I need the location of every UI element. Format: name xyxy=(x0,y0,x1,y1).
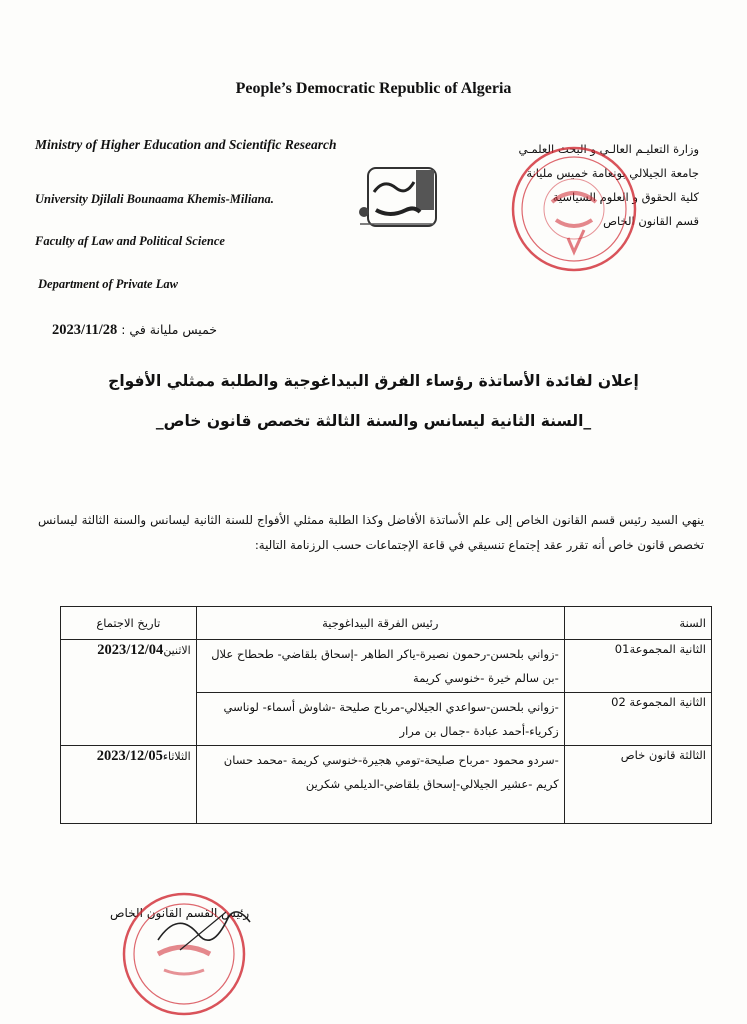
university-stamp-icon xyxy=(508,142,640,276)
ministry-en: Ministry of Higher Education and Scientific Research xyxy=(35,137,337,152)
header-meeting-date: تاريخ الاجتماع xyxy=(61,607,197,640)
issue-date: 2023/11/28 xyxy=(52,322,118,338)
table-row xyxy=(61,746,712,824)
department-ar: قسم القانون الخاص xyxy=(603,214,699,228)
row-meeting-date xyxy=(61,640,197,746)
row-meeting-date xyxy=(61,746,197,824)
meeting-date: 2023/12/04 xyxy=(97,642,164,658)
university-logo xyxy=(354,162,446,234)
meeting-day: الثلاثاء xyxy=(162,750,191,763)
announcement-title: إعلان لفائدة الأساتذة رؤساء الفرق البيداغوجية والطلبة ممثلي الأفواج xyxy=(108,372,639,390)
row-team-head: -زواني بلحسن-سواعدي الجيلالي-مرباح صليحة -شاوش أسماء- لوناسي زكرياء-أحمد عبادة -جمال بن مرار xyxy=(196,693,564,746)
row-year: الثانية المجموعة 02 xyxy=(564,693,711,746)
meeting-day: الاثنين xyxy=(163,644,191,657)
department-en: Department of Private Law xyxy=(38,277,178,291)
university-ar: جامعة الجيلالي بونعامة خميس مليانة xyxy=(526,166,699,180)
faculty-ar: كلية الحقوق و العلوم السياسية xyxy=(552,190,699,204)
meeting-date: 2023/12/05 xyxy=(96,748,163,764)
row-year: الثالثة قانون خاص xyxy=(564,746,711,824)
row-year: الثانية المجموعة01 xyxy=(564,640,711,693)
date-line xyxy=(52,322,217,339)
row-team-head: -سردو محمود -مرباح صليحة-تومي هجيرة-خنوسي كريمة -محمد حسان كريم -عشير الجيلالي-إسحاق بلقاضي-الديلمي شكرين xyxy=(196,746,564,824)
table-row xyxy=(61,640,712,693)
handwritten-signature-icon xyxy=(150,900,260,960)
university-en: University Djilali Bounaama Khemis-Miliana. xyxy=(35,192,274,206)
signature-title: رئيس القسم القانون الخاص xyxy=(110,906,250,920)
row-team-head: -زواني بلحسن-رحمون نصيرة-ياكر الطاهر -إسحاق بلقاضي- طحطاح علال -بن سالم خيرة -خنوسي كريمة xyxy=(196,640,564,693)
table-header-row xyxy=(61,607,712,640)
schedule-table xyxy=(60,606,712,824)
announcement-subtitle: _السنة الثانية ليسانس والسنة الثالثة تخصص قانون خاص_ xyxy=(155,412,592,430)
header-year: السنة xyxy=(564,607,711,640)
ministry-ar: وزارة التعليـم العالـي و البحث العلمـي xyxy=(518,142,699,156)
faculty-en: Faculty af Law and Political Science xyxy=(35,234,225,248)
country-name: People’s Democratic Republic of Algeria xyxy=(235,80,512,97)
date-label: خميس مليانة في : xyxy=(121,322,218,337)
announcement-body: ينهي السيد رئيس قسم القانون الخاص إلى علم الأساتذة الأفاضل وكذا الطلبة ممثلي الأفواج للسنة الثانية ليسانس والسنة الثالثة ليسانس تخصص قانون خاص أنه تقرر عقد إجتماع تنسيقي في قاعة الإجتماعات حسب الرزنامة التالية: xyxy=(38,513,704,552)
header-team-head: رئيس الفرقة البيداغوجية xyxy=(196,607,564,640)
